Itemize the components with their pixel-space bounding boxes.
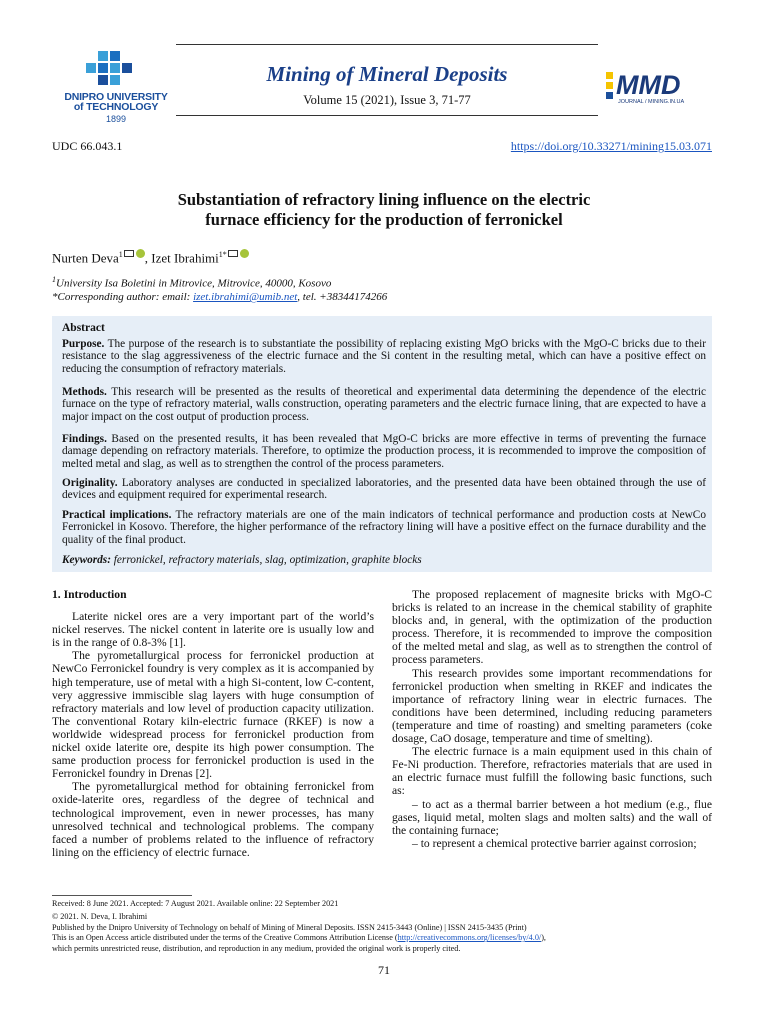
license-info: This is an Open Access article distributed under the terms of the Creative Commons Attribution License (http://creativecommons.org/licenses/by/4.0/), <box>52 933 546 943</box>
affiliation: $^1$University Isa Boletini in Mitrovice, Mitrovice, 40000, Kosovo <box>52 275 332 290</box>
abstract-methods: Methods. This research will be presented as the results of theoretical and experimental data determining the dependence of the electric furnace on the type of refractory material, walls construction, operating parameters and the electric furnace lining, that are expected to have a major impact on the cost output of production process. <box>62 386 706 423</box>
license-link[interactable]: http://creativecommons.org/licenses/by/4.0/ <box>397 933 542 943</box>
abstract-originality: Originality. Laboratory analyses are conducted in specialized laboratories, and the presented data have been obtained through the use of devices and equipment required for experimental research. <box>62 477 706 502</box>
mmd-logo <box>604 68 714 108</box>
orcid-icon[interactable] <box>240 249 249 258</box>
mmd-logo-text: MMD <box>616 70 681 100</box>
mmd-logo-subtext: JOURNAL / MINING.IN.UA <box>618 99 685 105</box>
paragraph: The pyrometallurgical process for ferronickel production at NewCo Ferronickel foundry is very complex as it is accompanied by high temperature, use of metal with a high Si-content, low C-content, very aggressive immiscible slag layers with huge consumption of refractory materials and low level of production capacity utilization. The conventional Rotary kiln-electric furnace (RKEF) is now a worldwide widespread process for ferronickel production from nickel oxide laterite ore, despite its high power consumption. The same production process for ferronickel production is used in the Ferronickel foundry in Drenas [2]. <box>52 649 374 781</box>
publisher-info: Published by the Dnipro University of Technology on behalf of Mining of Mineral Deposits. ISSN 2415-3443 (Online) | ISSN 2415-3435 (Print) <box>52 922 527 932</box>
journal-title: Mining of Mineral Deposits <box>266 62 508 86</box>
author-name: Nurten Deva <box>52 250 119 266</box>
body-column-left <box>52 588 374 859</box>
paragraph: The electric furnace is a main equipment used in this chain of Fe-Ni production. Therefore, refractories materials that are used in an electric furnace must fulfill the following basic functions, such as: <box>392 745 712 798</box>
email-icon[interactable] <box>228 250 238 257</box>
corresponding-author: *Corresponding author: email: izet.ibrahimi@umib.net, tel. +38344174266 <box>52 291 388 303</box>
copyright: © 2021. N. Deva, I. Ibrahimi <box>52 912 148 922</box>
udc-code: UDC 66.043.1 <box>52 139 123 153</box>
doi-link[interactable]: https://doi.org/10.33271/mining15.03.071 <box>510 139 712 153</box>
journal-volume: Volume 15 (2021), Issue 3, 71-77 <box>303 93 471 107</box>
footer-rule <box>52 895 192 896</box>
abstract-practical-implications: Practical implications. The refractory materials are one of the main indicators of technical performance and production costs at NewCo Ferronickel in Kosovo. Therefore, the higher performance of the refractory lining will have a positive effect on the furnace durability and the quality of the final product. <box>62 509 706 546</box>
paragraph: This research provides some important recommendations for ferronickel production when smelting in RKEF and indicates the importance of refractory lining wear in electric furnaces. The conditions have been determined, including reducing parameters (temperature and time of roasting) and smelting parameters (coke dosage, CaO dosage, temperature and time of smelting). <box>392 666 712 746</box>
license-info-line2: which permits unrestricted reuse, distribution, and reproduction in any medium, provided the original work is properly cited. <box>52 943 461 953</box>
paragraph: The pyrometallurgical method for obtaining ferronickel from oxide-laterite ores, regardless of the degree of technical and technological improvement, even in newer processes, has many unresolved technical and technological problems. The company faced a number of problems related to the influence of refractory lining on the efficiency of electric furnace. <box>52 780 374 859</box>
paragraph: Laterite nickel ores are a very important part of the world’s nickel reserves. The nickel content in laterite ore is usually low and is in the range of 0.8-3% [1]. <box>52 610 374 650</box>
university-year: 1899 <box>105 114 127 124</box>
authors: Nurten Deva$^1$ , Izet Ibrahimi$^{1*}$ <box>52 250 249 266</box>
abstract-findings: Findings. Based on the presented results, it has been revealed that MgO-C bricks are more effective in terms of preventing the furnace damage depending on refractory materials. Therefore, to optimize the production process, it is recommended to improve the composition of melted metal and slag, as well as to strengthen the control of the process parameters. <box>62 433 706 470</box>
abstract-keywords: Keywords: ferronickel, refractory materials, slag, optimization, graphite blocks <box>62 554 422 566</box>
list-item: – to represent a chemical protective barrier against corrosion; <box>412 836 697 850</box>
list-item: – to act as a thermal barrier between a hot medium (e.g., flue gases, liquid metal, molten slags and molten salts) and the wall of the containing furnace; <box>392 797 712 837</box>
body-column-right <box>392 588 712 850</box>
footer <box>52 899 712 954</box>
header-rule-bottom <box>176 115 598 116</box>
abstract-purpose: Purpose. The purpose of the research is to substantiate the possibility of replacing existing MgO bricks with the MgO-C bricks due to their resistance to the slag aggressiveness of the electric furnace and the Si content in the resulting metal, which can have a positive effect on reducing the consumption of refractory materials. <box>62 338 706 375</box>
abstract-heading: Abstract <box>62 322 105 334</box>
section-heading: 1. Introduction <box>52 588 127 601</box>
received-dates: Received: 8 June 2021. Accepted: 7 August 2021. Available online: 22 September 2021 <box>52 899 339 908</box>
article-title: Substantiation of refractory lining influence on the electric furnace efficiency for the production of ferronickel <box>177 190 591 229</box>
university-name: DNIPRO UNIVERSITY of TECHNOLOGY <box>64 91 168 113</box>
author-name: Izet Ibrahimi <box>151 250 219 266</box>
email-link[interactable]: izet.ibrahimi@umib.net <box>193 291 298 303</box>
paragraph: The proposed replacement of magnesite bricks with MgO-C bricks is related to an increase in the chemical stability of graphite blocks and, in general, with the optimization of the production process. Therefore, it is recommended to improve the composition of the melted metal and slag, as well as to strengthen the control of process parameters. <box>392 588 712 667</box>
page-number: 71 <box>378 963 390 977</box>
orcid-icon[interactable] <box>136 249 145 258</box>
email-icon[interactable] <box>124 250 134 257</box>
header-rule-top <box>176 44 598 45</box>
